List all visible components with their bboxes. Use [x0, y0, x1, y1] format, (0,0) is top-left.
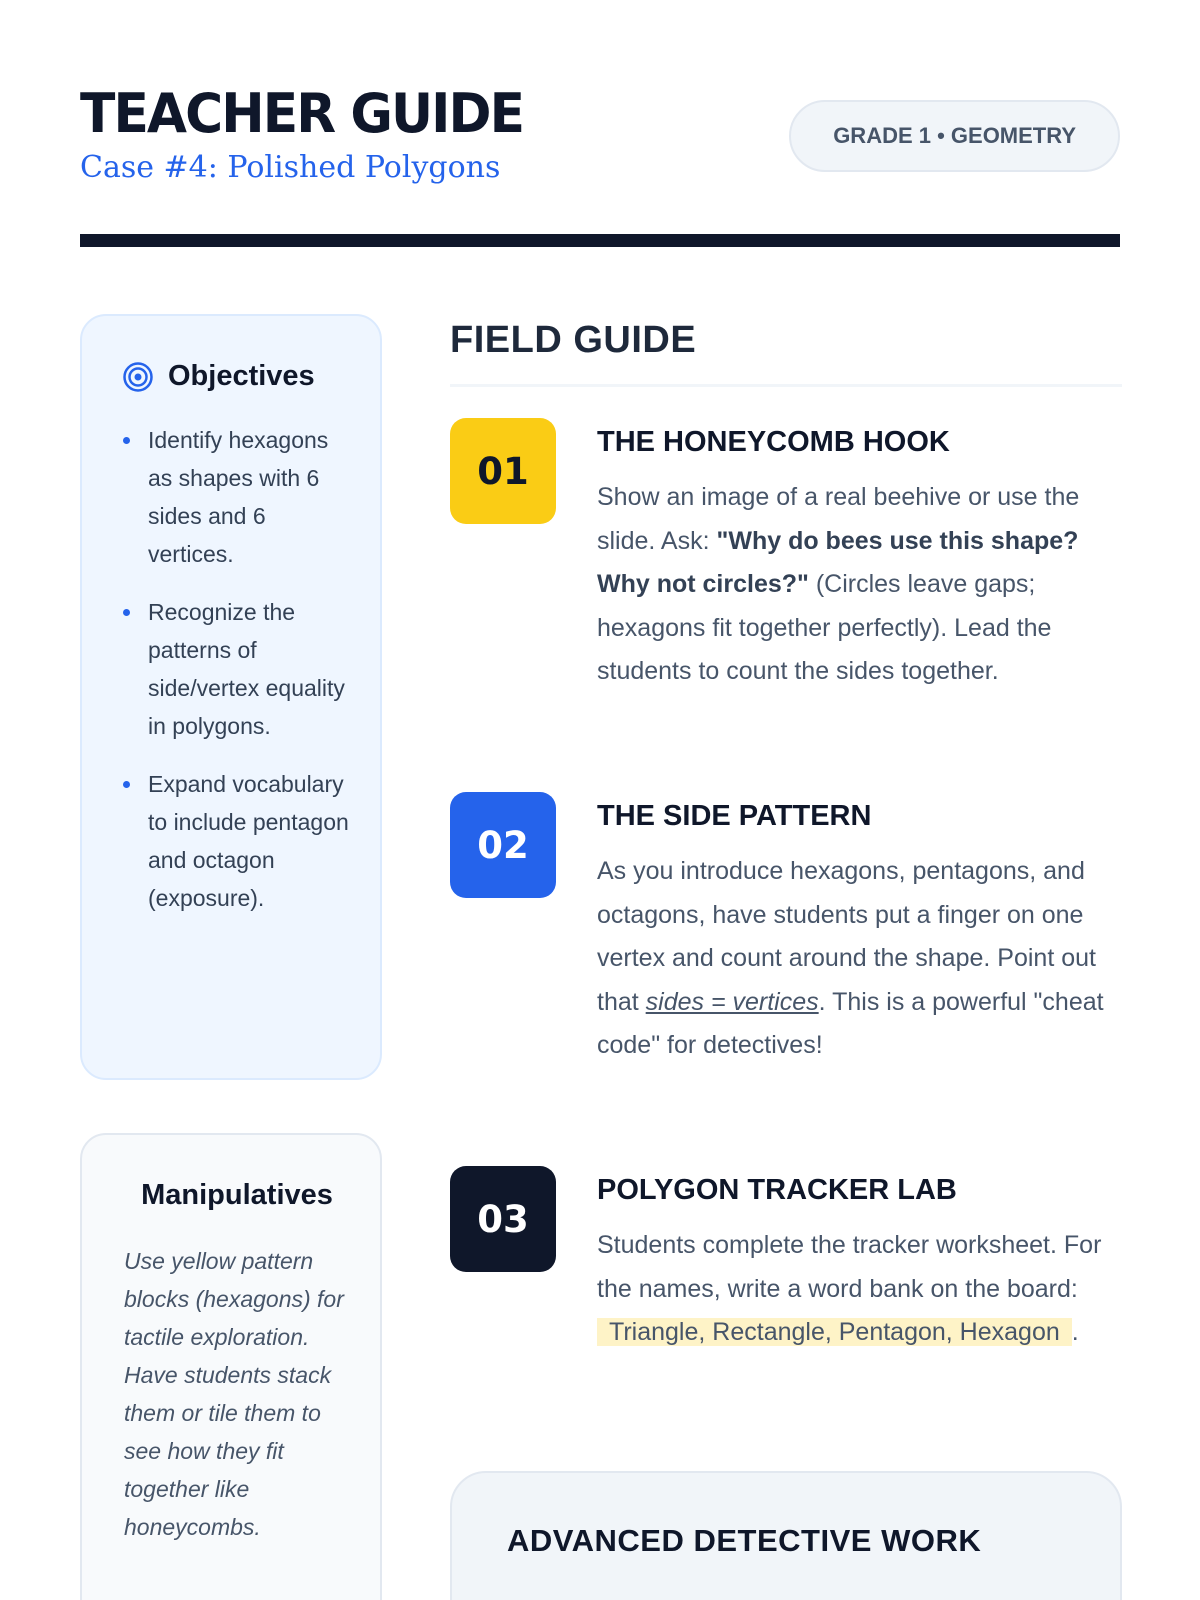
objective-item: Recognize the patterns of side/vertex equality in polygons.: [122, 593, 350, 745]
step-body: [597, 792, 1122, 1068]
page-header: [80, 84, 1120, 194]
header-divider: [80, 234, 1120, 247]
step-emphasis: sides = vertices: [645, 987, 819, 1016]
step-text: Students complete the tracker worksheet. For the names, write a word bank on the board: Triangle, Rectangle, Pentagon, Hexagon .: [597, 1231, 1102, 1346]
step-heading: THE HONEYCOMB HOOK: [597, 426, 950, 458]
step-text: Show an image of a real beehive or use the slide. Ask: "Why do bees use this shape? Why not circles?" (Circles leave gaps; hexagons fit together perfectly). Lead the students to count the sides together.: [597, 483, 1080, 685]
manipulatives-title: Manipulatives: [141, 1179, 333, 1211]
step-number-badge: 02: [450, 792, 556, 898]
objective-item: Expand vocabulary to include pentagon and octagon (exposure).: [122, 765, 350, 917]
step-heading: POLYGON TRACKER LAB: [597, 1174, 957, 1206]
step-number-badge: 01: [450, 418, 556, 524]
target-icon: [122, 361, 154, 393]
objectives-header: [122, 360, 350, 393]
step-number-badge: 03: [450, 1166, 556, 1272]
field-guide-title: FIELD GUIDE: [450, 316, 1122, 387]
manipulatives-text: Use yellow pattern blocks (hexagons) for tactile exploration. Have students stack them or tile them to see how they fit together like honeycombs.: [124, 1248, 344, 1540]
advanced-title: ADVANCED DETECTIVE WORK: [507, 1523, 982, 1558]
manipulatives-card: [80, 1133, 382, 1600]
field-guide: [450, 316, 1122, 1346]
objective-item: Identify hexagons as shapes with 6 sides and 6 vertices.: [122, 421, 350, 573]
objectives-list: [122, 421, 350, 917]
objectives-card: [80, 314, 382, 1080]
step-text: As you introduce hexagons, pentagons, and octagons, have students put a finger on one vertex and count around the shape. Point out that sides = vertices. This is a powerful "cheat code" for detectives!: [597, 857, 1104, 1059]
objectives-title: Objectives: [168, 360, 315, 392]
word-bank-highlight: Triangle, Rectangle, Pentagon, Hexagon: [597, 1318, 1072, 1346]
step-body: [597, 1166, 1122, 1355]
grade-badge: GRADE 1 • GEOMETRY: [789, 100, 1120, 172]
step-question: "Why do bees use this shape? Why not circles?": [597, 526, 1079, 598]
page-title: TEACHER GUIDE: [80, 82, 524, 145]
step-body: [597, 418, 1122, 694]
page-subtitle: Case #4: Polished Polygons: [80, 150, 501, 185]
advanced-card: [450, 1471, 1122, 1600]
step-heading: THE SIDE PATTERN: [597, 800, 872, 832]
